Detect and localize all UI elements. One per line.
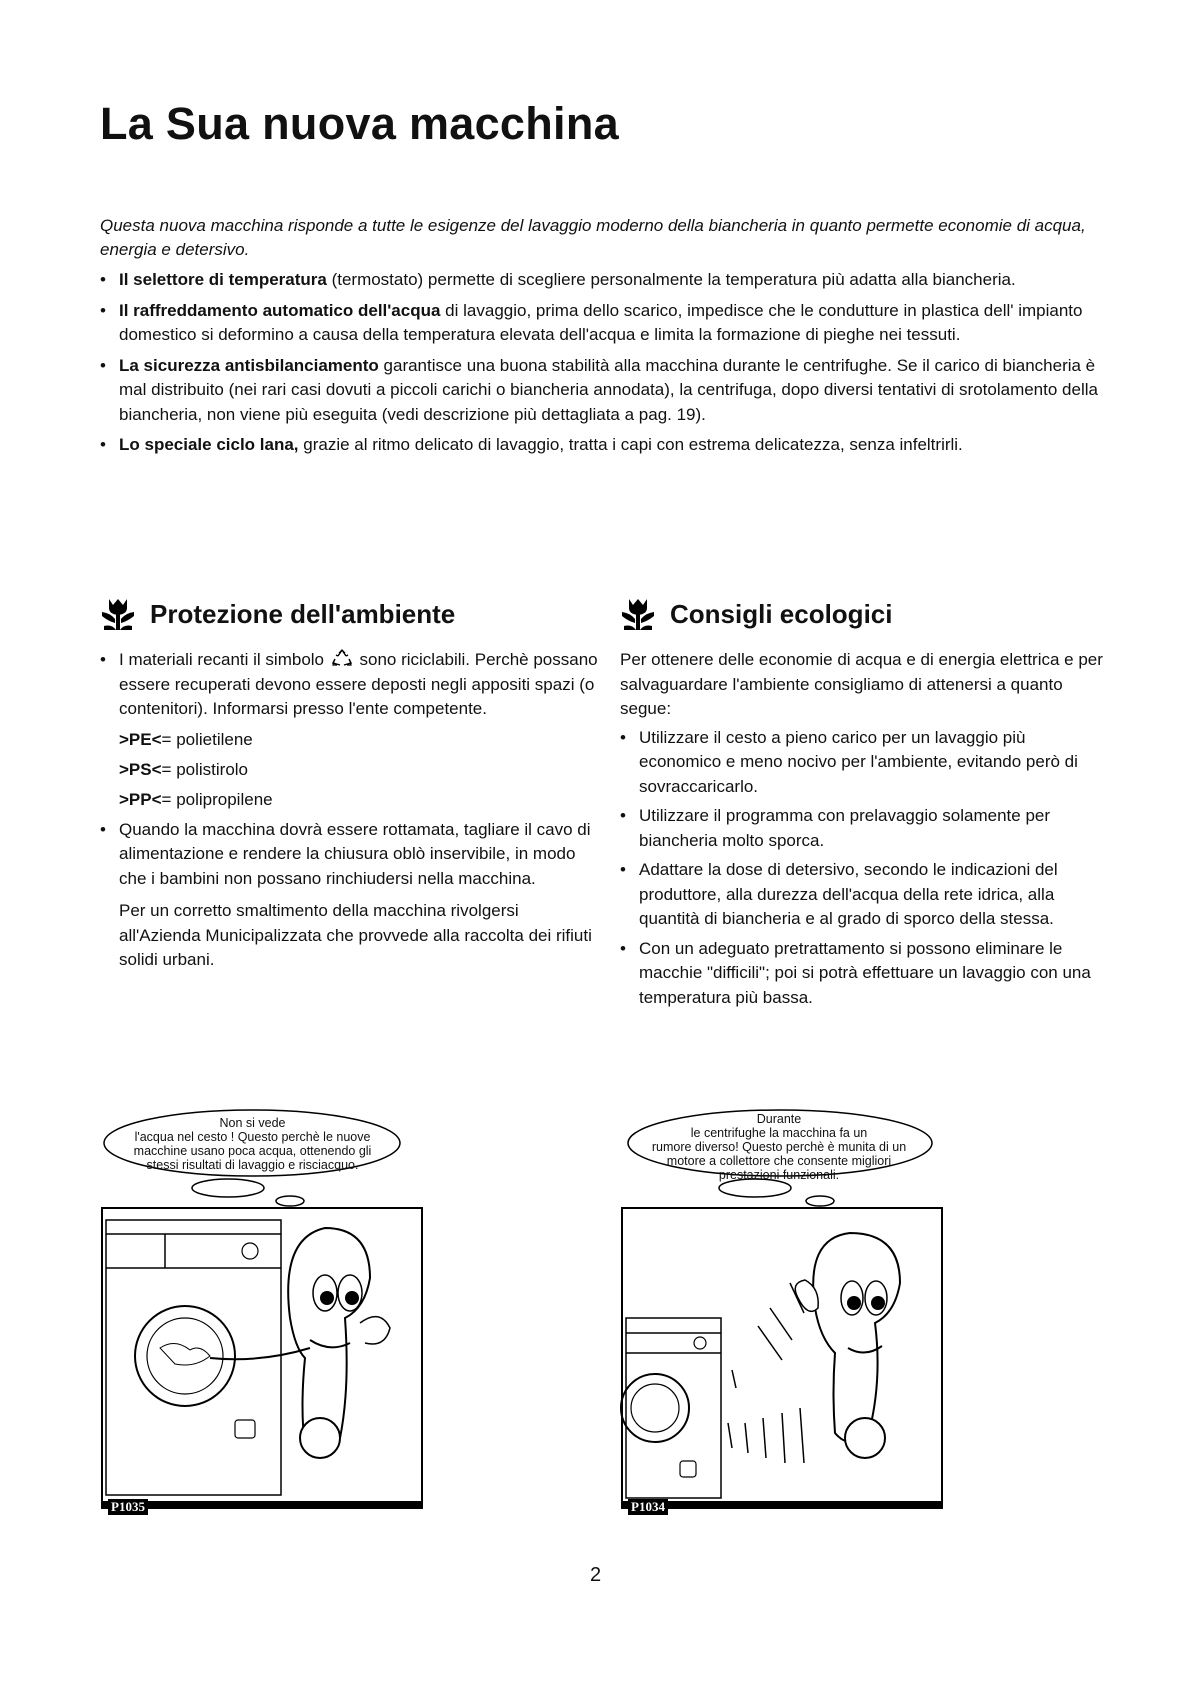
list-item: [100, 648, 600, 812]
code-abbr: >PP<: [119, 789, 162, 809]
bubble-line: l'acqua nel cesto ! Questo perchè le nuove: [134, 1130, 371, 1144]
flower-eco-icon: [100, 596, 136, 632]
bubble-line: le centrifughe la macchina fa un: [690, 1126, 868, 1140]
intro-paragraph: Questa nuova macchina risponde a tutte le esigenze del lavaggio moderno della biancheria in quanto permette economie di acqua, energia e detersivo.: [100, 216, 1086, 259]
code-desc: = polistirolo: [161, 759, 249, 779]
feature-item: [100, 268, 1100, 293]
material-codes: [119, 728, 600, 812]
bubble-line: stessi risultati di lavaggio e risciacquo.: [146, 1158, 359, 1172]
feature-bold: Il selettore di temperatura: [119, 270, 327, 289]
figure-label: P1035: [108, 1499, 148, 1515]
section-heading: Consigli ecologici: [670, 599, 893, 629]
code-item: [119, 758, 600, 782]
feature-bold: Il raffreddamento automatico dell'acqua: [119, 300, 441, 320]
code-abbr: >PS<: [119, 759, 162, 779]
feature-item: [100, 299, 1100, 348]
list-item: • Con un adeguato pretrattamento si possono eliminare le macchie "difficili"; poi si potrà effettuare un lavaggio con una temperatura più bassa.: [620, 937, 1110, 1011]
list-item: • Utilizzare il programma con prelavaggio solamente per biancheria molto sporca.: [620, 804, 1110, 853]
code-item: [119, 728, 600, 752]
disposal-extra: Per un corretto smaltimento della macchina rivolgersi all'Azienda Municipalizzata che provvede alla raccolta dei rifiuti solidi urbani.: [119, 901, 592, 969]
list-item: • Adattare la dose di detersivo, secondo le indicazioni del produttore, alla durezza dell'acqua della rete idrica, alla quantità di biancheria e al grado di sporco della stessa.: [620, 858, 1110, 932]
consigli-list: [620, 726, 1110, 1011]
feature-bold: Lo speciale ciclo lana,: [119, 435, 299, 454]
page-number: 2: [590, 1564, 602, 1586]
protezione-header: [100, 594, 600, 638]
code-desc: = polipropilene: [161, 789, 273, 809]
flower-eco-icon: [620, 596, 656, 632]
figure-label: P1034: [628, 1499, 668, 1515]
features-list: [100, 268, 1100, 464]
protezione-list: [100, 648, 600, 973]
feature-text: (termostato) permette di scegliere personalmente la temperatura più adatta alla biancheria.: [326, 270, 1016, 289]
list-item: • Utilizzare il cesto a pieno carico per un lavaggio più economico e meno nocivo per l'ambiente, evitando però di sovraccaricarlo.: [620, 726, 1110, 800]
recycle-icon: [332, 649, 352, 667]
bubble-line: Non si vede: [219, 1116, 286, 1130]
bubble-line: motore a collettore che consente migliori: [666, 1154, 892, 1168]
section-heading: Protezione dell'ambiente: [150, 599, 456, 629]
speech-bubble: [120, 1116, 385, 1172]
feature-text: garantisce una buona stabilità alla macchina durante le centrifughe. Se il carico di biancheria è mal distribuito (nei rari casi dovuti a piccoli carichi o biancheria annodata), la centrifuga, dopo diversi tentativi di srotolamento della biancheria, non viene più eseguita (vedi descrizione più dettagliata a pag. 19).: [119, 355, 1098, 424]
feature-item: [100, 354, 1100, 428]
list-item: [100, 818, 600, 973]
protezione-section: [100, 594, 600, 978]
speech-bubble: [634, 1112, 924, 1182]
disposal-text: Quando la macchina dovrà essere rottamata, tagliare il cavo di alimentazione e rendere la chiusura oblò inservibile, in modo che i bambini non possano rinchiudersi nella macchina.: [119, 819, 591, 888]
feature-text: di lavaggio, prima dello scarico, impedisce che le condutture in plastica dell' impianto domestico si deformino a causa della temperatura elevata dell'acqua e limita la formazione di pieghe nei tessuti.: [119, 300, 1083, 344]
code-item: [119, 788, 600, 812]
feature-item: [100, 433, 1100, 458]
code-abbr: >PE<: [119, 729, 162, 749]
bubble-line: macchine usano poca acqua, ottenendo gli: [133, 1144, 372, 1158]
recycle-text-after: sono riciclabili. Perchè possano essere recuperati devono essere deposti negli appositi spazi (o contenitori). Informarsi presso l'ente competente.: [119, 650, 598, 718]
bubble-line: prestazioni funzionali.: [718, 1168, 840, 1182]
page-title: La Sua nuova macchina: [100, 98, 619, 149]
consigli-header: [620, 594, 1110, 638]
feature-text: grazie al ritmo delicato di lavaggio, tratta i capi con estrema delicatezza, senza infeltrirli.: [298, 435, 963, 454]
bubble-line: Durante: [756, 1112, 802, 1126]
code-desc: = polietilene: [161, 729, 253, 749]
cartoon-illustration-water: [100, 1108, 425, 1518]
consigli-section: [620, 594, 1110, 1015]
recycle-text-before: I materiali recanti il simbolo: [119, 650, 325, 669]
feature-bold: La sicurezza antisbilanciamento: [119, 355, 379, 375]
cartoon-illustration-spin: [620, 1108, 945, 1518]
consigli-intro: Per ottenere delle economie di acqua e di energia elettrica e per salvaguardare l'ambiente consigliamo di attenersi a quanto segue:: [620, 650, 1103, 718]
bubble-line: rumore diverso! Questo perchè è munita di un: [651, 1140, 907, 1154]
